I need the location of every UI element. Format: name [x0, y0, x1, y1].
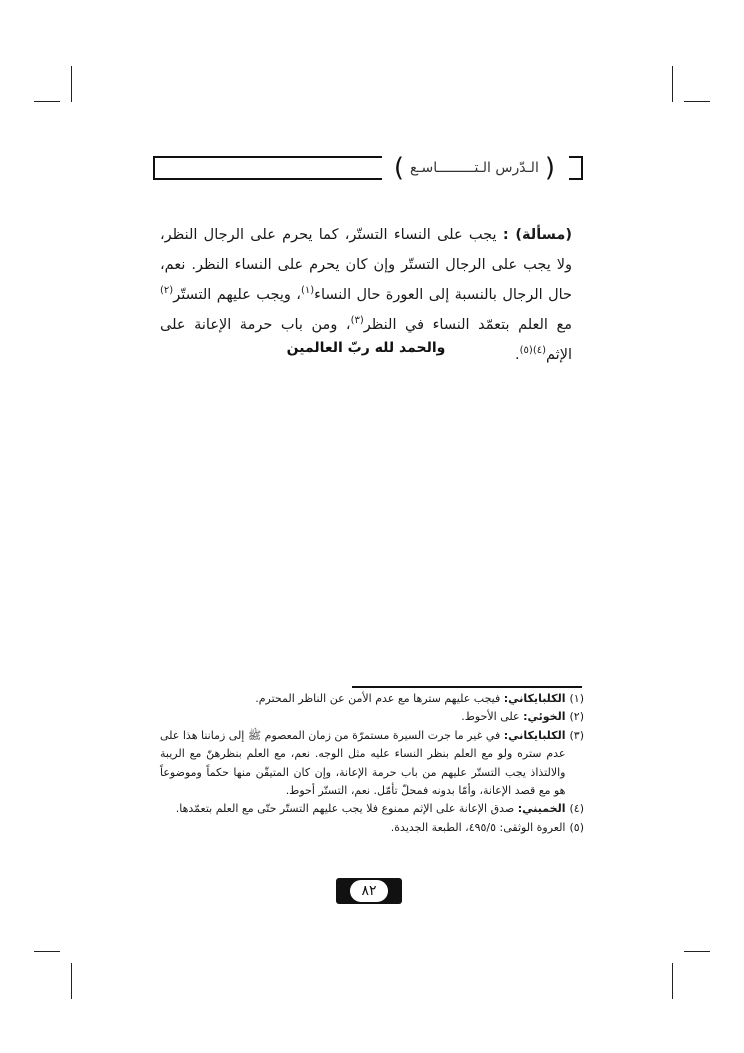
footnote-body: في غير ما جرت السيرة مستمرّة من زمان المعصوم ﷺ إلى زماننا هذا على عدم ستره ولو مع العلم بنظر النساء عليه مثل الوجه. نعم، مع العلم بنظرهنّ مع الريبة والالتذاذ يجب التستّر عليهم من باب حرمة الإعانة، وإن كان المتيقّن منها حكماً وموضوعاً هو مع قصد الإعانة، وأمّا بدونه فمحلّ تأمّل. نعم، التستّر أحوط. — [160, 728, 566, 798]
header-bracket-right: ( — [544, 153, 555, 183]
footnote-5 — [160, 819, 584, 837]
footnote-author: الخوئي: — [523, 710, 566, 724]
issue-label: (مسألة) : — [502, 227, 572, 243]
footnote-text — [160, 727, 565, 801]
crop-mark — [34, 951, 60, 952]
footnote-separator — [352, 686, 582, 688]
footnote-author: الكلبايكاني: — [503, 728, 566, 742]
footnote-body: صدق الإعانة على الإثم ممنوع فلا يجب عليهم التستّر حتّى مع العلم بتعمّدها. — [175, 802, 518, 816]
footnote-text — [160, 819, 565, 837]
footnote-number: (٤) — [569, 802, 584, 816]
footnote-body: فيجب عليهم سترها مع عدم الأمن عن الناظر المحترم. — [255, 692, 504, 705]
footnote-number: (٢) — [569, 710, 584, 724]
crop-mark — [672, 963, 673, 999]
footnote-text — [160, 708, 565, 726]
text-segment: . — [515, 347, 520, 363]
footnotes — [160, 690, 584, 837]
crop-mark — [684, 951, 710, 952]
crop-mark — [672, 66, 673, 102]
footnote-body: على الأحوط. — [461, 710, 524, 724]
header-title-text: الـدّرس الـتـــــــــاسـع — [409, 160, 539, 176]
page-number: ٨٢ — [350, 880, 388, 902]
footnote-4 — [160, 800, 584, 818]
crop-mark — [71, 963, 72, 999]
running-header — [153, 153, 583, 183]
text-segment: ، ومن باب حرمة الإعانة على الإثم — [160, 317, 572, 363]
footnote-text — [160, 690, 565, 708]
text-segment: يجب على النساء التستّر، كما يحرم على الرجال النظر، ولا يجب على الرجال التستّر وإن كان يحرم على النساء النظر. نعم، حال الرجال بالنسبة إلى العورة حال النساء — [160, 227, 572, 303]
crop-mark — [684, 101, 710, 102]
crop-mark — [34, 101, 60, 102]
header-title — [382, 152, 569, 184]
crop-mark — [71, 66, 72, 102]
footnote-body: العروة الوثقى: ٤٩٥/٥، الطبعة الجديدة. — [390, 820, 566, 834]
closing-line: والحمد لله ربّ العالمين — [286, 340, 446, 356]
footnote-3 — [160, 727, 584, 801]
page-number-badge — [336, 878, 402, 904]
footnote-number: (٣) — [569, 728, 584, 742]
footnote-number: (١) — [569, 692, 584, 705]
text-segment: مع العلم بتعمّد النساء في النظر — [363, 317, 572, 333]
footnote-ref-5[interactable]: (٥) — [519, 345, 533, 357]
footnote-1 — [160, 690, 584, 708]
footnote-number: (٥) — [569, 820, 584, 834]
footnote-ref-2[interactable]: (٢) — [160, 285, 174, 297]
footnote-text — [160, 800, 565, 818]
text-segment: ، ويجب عليهم التستّر — [173, 287, 301, 303]
footnote-author: الخميني: — [517, 802, 566, 816]
footnote-ref-1[interactable]: (١) — [300, 285, 315, 297]
header-bracket-left: ) — [393, 153, 404, 183]
footnote-ref-3[interactable]: (٣) — [350, 315, 364, 327]
footnote-ref-4[interactable]: (٤) — [532, 345, 547, 357]
footnote-2 — [160, 708, 584, 726]
footnote-author: الكلبايكاني: — [503, 692, 566, 705]
